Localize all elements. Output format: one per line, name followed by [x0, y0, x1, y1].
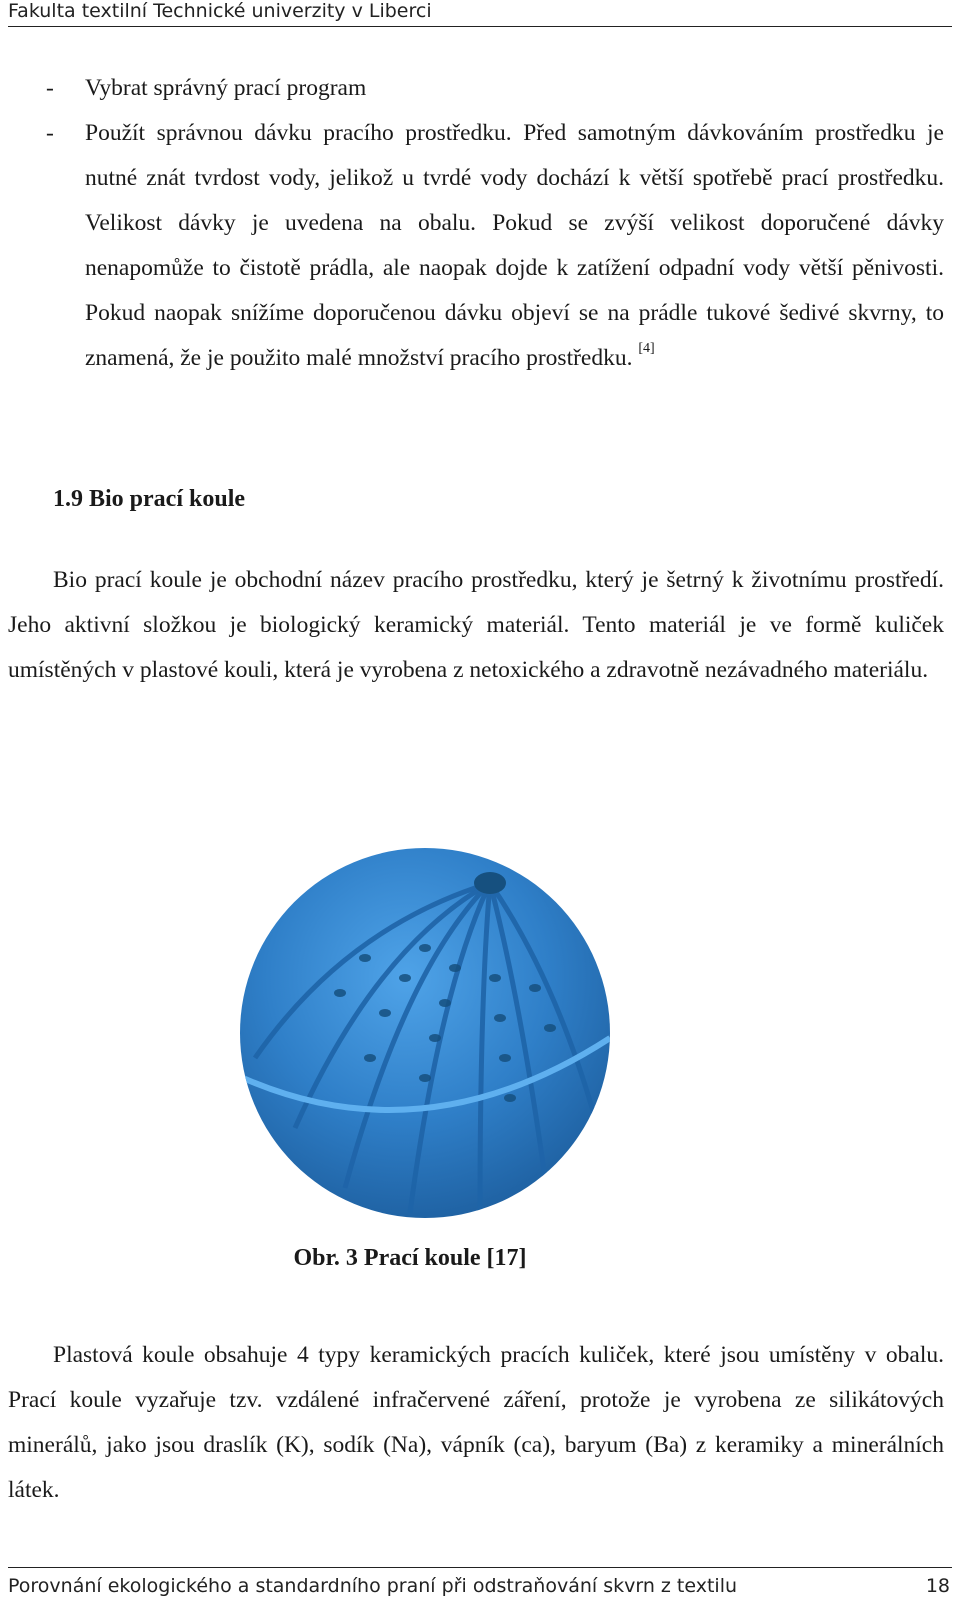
list-item [0, 111, 944, 381]
paragraph-text: Plastová koule obsahuje 4 typy keramických pracích kuliček, které jsou umístěny v obalu. Prací koule vyzařuje tzv. vzdálené infračervené záření, protože je vyrobena ze silikátových minerálů, jako jsou draslík (K), sodík (Na), vápník (ca), baryum (Ba) z keramiky a minerálních látek. [8, 1342, 944, 1503]
bullet-dash: - [46, 120, 54, 146]
paragraph [8, 558, 944, 693]
washing-ball-image [225, 828, 625, 1228]
bullet-text: Vybrat správný prací program [85, 75, 367, 101]
page-number: 18 [925, 1575, 950, 1597]
ball-body [240, 848, 610, 1218]
figure-caption: Obr. 3 Prací koule [17] [293, 1245, 527, 1271]
bullet-text: Použít správnou dávku pracího prostředku. Před samotným dávkováním prostředku je nutné znát tvrdost vody, jelikož u tvrdé vody dochází k větší spotřebě prací prostředku. Velikost dávky je uvedena na obalu. Pokud se zvýší velikost doporučené dávky nenapomůže to čistotě prádla, ale naopak dojde k zatížení odpadní vody větší pěnivosti. Pokud naopak snížíme doporučenou dávku objeví se na prádle tukové šedivé skvrny, to znamená, že je použito malé množství pracího prostředku. [85, 120, 944, 371]
citation-ref: [4] [638, 341, 655, 357]
header-title: Fakulta textilní Technické univerzity v Liberci [8, 0, 432, 22]
paragraph-text: Bio prací koule je obchodní název pracího prostředku, který je šetrný k životnímu prostředí. Jeho aktivní složkou je biologický keramický materiál. Tento materiál je ve formě kuliček umístěných v plastové kouli, která je vyrobena z netoxického a zdravotně nezávadného materiálu. [8, 567, 944, 683]
footer-title: Porovnání ekologického a standardního praní při odstraňování skvrn z textilu [8, 1575, 738, 1597]
page-footer [8, 1567, 952, 1608]
page-header [8, 0, 952, 27]
section-heading: 1.9 Bio prací koule [53, 486, 246, 512]
ball-hole [474, 872, 506, 894]
paragraph [8, 1333, 944, 1513]
bullet-dash: - [46, 75, 54, 101]
washing-ball-illustration [225, 828, 625, 1228]
list-item [0, 66, 944, 111]
bullet-list [0, 66, 944, 381]
